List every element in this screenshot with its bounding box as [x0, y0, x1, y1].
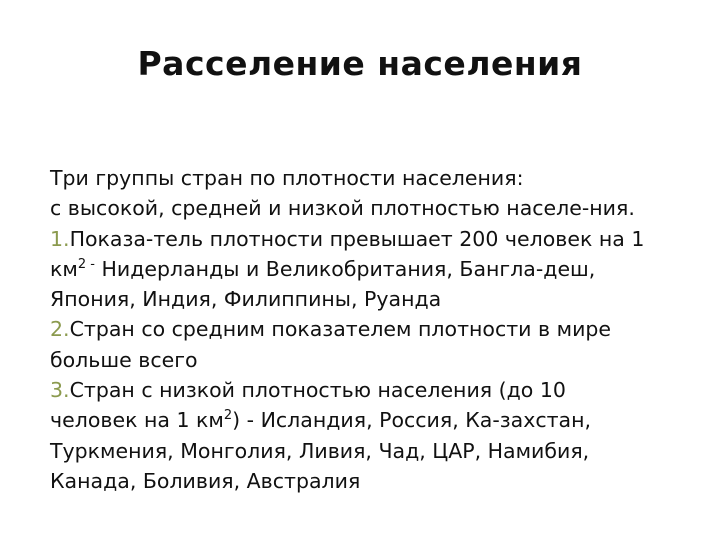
list-text: Показа-тель плотности превышает 200 человек на 1	[69, 226, 645, 251]
list-item-3-cont-3: Канада, Боливия, Австралия	[50, 468, 361, 493]
list-item-3-cont	[50, 405, 690, 435]
intro-line: Три группы стран по плотности населения:	[50, 166, 524, 190]
list-number: 3.	[50, 378, 70, 403]
superscript: 2	[223, 408, 233, 424]
list-item-2-cont: больше всего	[50, 347, 198, 372]
list-item-3	[50, 375, 690, 405]
list-item-3-cont-2: Туркмения, Монголия, Ливия, Чад, ЦАР, Намибия,	[50, 438, 590, 463]
slide-title: Расселение населения	[137, 44, 583, 83]
list-item-1-cont	[50, 254, 690, 284]
list-text: Стран с низкой плотностью населения (до 10	[69, 378, 566, 403]
superscript: 2 -	[77, 256, 95, 272]
unit-text: км	[50, 256, 78, 281]
list-text: Нидерланды и Великобритания, Бангла-деш,	[94, 256, 596, 281]
list-item-2	[50, 314, 690, 344]
list-text: ) - Исландия, Россия, Ка-захстан,	[232, 408, 592, 433]
list-number: 1.	[50, 226, 70, 251]
list-item-1-cont-2: Япония, Индия, Филиппины, Руанда	[50, 287, 442, 312]
list-text: человек на 1 км	[50, 408, 224, 433]
intro-line-2: с высокой, средней и низкой плотностью населе-ния.	[50, 196, 635, 221]
slide-body	[50, 163, 690, 496]
list-item-1	[50, 224, 690, 254]
list-number: 2.	[50, 317, 70, 342]
list-text: Стран со средним показателем плотности в мире	[69, 317, 612, 342]
